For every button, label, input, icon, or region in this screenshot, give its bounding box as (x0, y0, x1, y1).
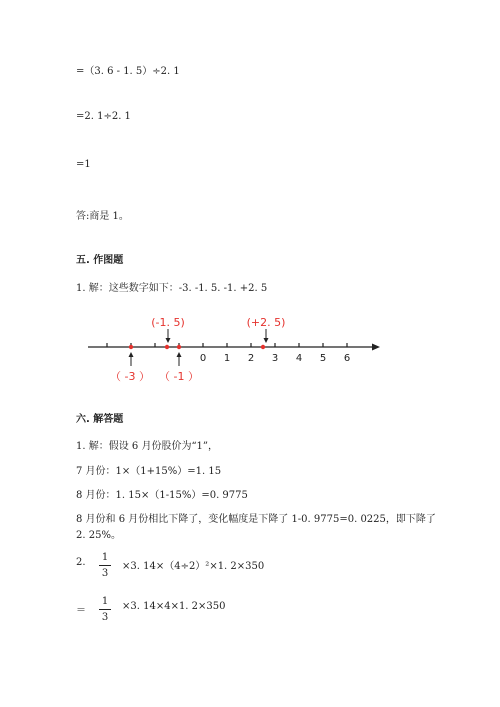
tick-label-6: 6 (343, 353, 351, 364)
tick-label-1: 1 (223, 353, 231, 364)
label-neg-1-5: (-1. 5) (151, 316, 185, 329)
q2b-fraction-numerator: 1 (101, 596, 109, 607)
arrow-pos-2-5-head (264, 338, 269, 343)
q1-line-1: 1. 解：假设 6 月份股价为“1”， (76, 441, 219, 452)
arrow-neg-1-5-head (166, 338, 171, 343)
q2-prefix: 2. (76, 557, 86, 568)
q2b-fraction-denominator: 3 (101, 612, 109, 623)
marked-point-2_5 (261, 345, 265, 349)
q1-line-3: 8 月份：1. 15×（1-15%）=0. 9775 (76, 490, 248, 501)
q2b-expression: ×3. 14×4×1. 2×350 (122, 601, 226, 612)
tick-label-0: 0 (199, 353, 207, 364)
q1-line-2: 7 月份：1×（1+15%）=1. 15 (76, 466, 222, 477)
q1-line-5: 2. 25%。 (76, 530, 121, 541)
tick-label-4: 4 (295, 353, 303, 364)
marked-point--3 (129, 345, 133, 349)
number-line-ticks (107, 343, 347, 347)
tick-label-3: 3 (271, 353, 279, 364)
number-line-figure (80, 310, 400, 390)
label-neg-1: （ -1 ） (159, 370, 199, 383)
q2b-fraction (99, 595, 111, 624)
marked-point--1_5 (165, 345, 169, 349)
q2-expression: ×3. 14×（4÷2）²×1. 2×350 (122, 561, 265, 572)
label-pos-2-5: (+2. 5) (246, 316, 286, 329)
q2b-prefix: ＝ (76, 605, 86, 616)
section-5-answer: 1. 解：这些数字如下：-3. -1. 5. -1. +2. 5 (76, 283, 268, 294)
step-line-3: =1 (76, 159, 91, 170)
marked-point--1 (177, 345, 181, 349)
axis-arrowhead (372, 344, 380, 351)
tick-label-2: 2 (247, 353, 255, 364)
q2-fraction-denominator: 3 (101, 568, 109, 579)
arrow-neg-1-head (177, 352, 182, 357)
q2-fraction-numerator: 1 (101, 552, 109, 563)
tick-label-5: 5 (319, 353, 327, 364)
answer-line: 答:商是 1。 (76, 211, 129, 222)
q2-fraction-bar (99, 565, 111, 566)
label-neg-3: （ -3 ） (110, 370, 150, 383)
q2-fraction (99, 551, 111, 580)
arrow-neg-3-head (129, 352, 134, 357)
q1-line-4: 8 月份和 6 月份相比下降了，变化幅度是下降了 1-0. 9775=0. 0225，即下降了 (76, 514, 436, 525)
step-line-1: =（3. 6 - 1. 5）÷2. 1 (76, 66, 180, 77)
q2b-fraction-bar (99, 609, 111, 610)
section-6-heading: 六. 解答题 (76, 414, 124, 425)
section-5-heading: 五. 作图题 (76, 255, 124, 266)
number-line-tick-labels (200, 353, 350, 364)
step-line-2: =2. 1÷2. 1 (76, 111, 131, 122)
